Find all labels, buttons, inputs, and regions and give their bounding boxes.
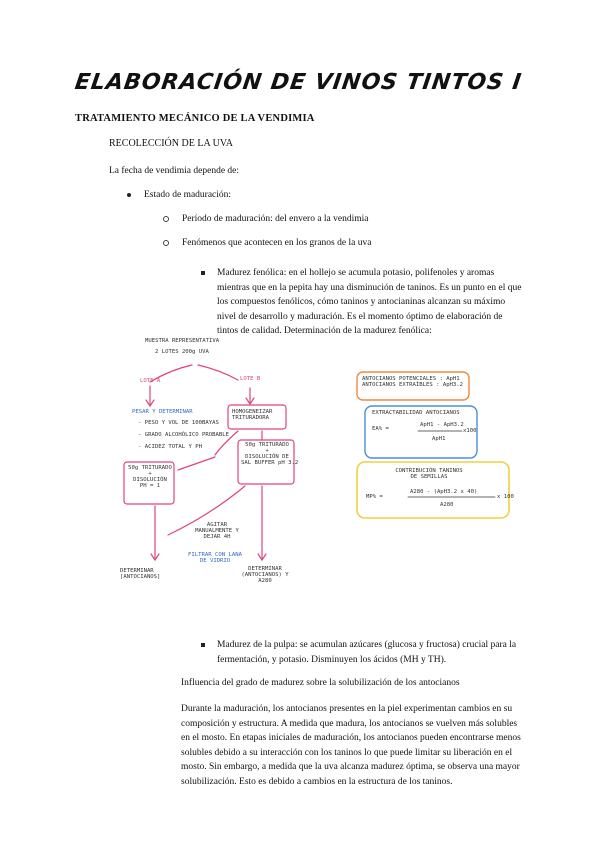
diagram-pesar: PESAR Y DETERMINAR — [132, 409, 193, 415]
diagram-det-b: DETERMINAR (ANTOCIANOS) Y A280 — [241, 566, 289, 584]
paragraph-line: Madurez de la pulpa: se acumulan azúcares (glucosa y fructosa) crucial para la — [217, 640, 517, 650]
paragraph-line: Durante la maduración, los antocianos presentes en la piel experimentan cambios en su — [181, 704, 513, 714]
bullet-circle-icon — [163, 240, 169, 246]
paragraph-line: nivel de desarrollo y maduración. Es el momento óptimo de elaboración de — [217, 311, 503, 322]
diagram-box-yellow-den: A280 — [440, 502, 454, 508]
diagram-muestra: MUESTRA REPRESENTATIVA — [145, 338, 220, 344]
diagram-box-ph32: 50g TRITURADO + DISOLUCIÓN DE SAL BUFFER pH 3.2 — [241, 442, 299, 466]
bullet-square-icon — [201, 271, 205, 275]
paragraph-line: en el mosto. En etapas iniciales de maduración, los antocianos pueden encontrarse menos — [181, 733, 521, 744]
diagram-agitar: AGITAR MANUALMENTE Y DEJAR 4H — [195, 522, 239, 540]
diagram-box-blue-title: EXTRACTABILIDAD ANTOCIANOS — [372, 410, 460, 416]
diagram-box-yellow-title: CONTRIBUCIÓN TANINOS DE SEMILLAS — [395, 468, 463, 480]
paragraph-line: Madurez fenólica: en el hollejo se acumula potasio, polifenoles y aromas — [217, 268, 495, 278]
paragraph-line: tintos de calidad. Determinación de la madurez fenólica: — [217, 326, 432, 337]
influencia-paragraph — [181, 702, 541, 790]
diagram-box-yellow-left: MP% = — [366, 494, 383, 500]
diagram-box-yellow-right: x 100 — [497, 494, 514, 500]
intro-text: La fecha de vendimia depende de: — [109, 166, 240, 176]
diagram-filtrar: FILTRAR CON LANA DE VIDRIO — [188, 552, 242, 564]
diagram-pesar-item: - ACIDEZ TOTAL Y PH — [138, 444, 203, 450]
paragraph-line: los compuestos fenólicos, cómo taninos y antocianinas alcanzan su máximo — [217, 297, 506, 308]
diagram-lote-a: LOTE A — [140, 378, 161, 384]
bullet-label: Estado de maduración: — [144, 190, 232, 200]
bullet-dot-icon — [127, 193, 131, 197]
paragraph-line: solubilización. Esto es debido a cambios en la estructura de los taninos. — [181, 776, 453, 787]
sub-item-label: Fenómenos que acontecen en los granos de la uva — [182, 238, 372, 248]
paragraph-line: mosto. Sin embargo, a medida que la uva alcanza madurez óptima, se observa una mayor — [181, 762, 520, 773]
paragraph-line: mientras que en la pepita hay una disminución de taninos. Es un punto en el que — [217, 282, 522, 293]
diagram-homog: HOMOGENEIZAR TRITURADORA — [232, 409, 273, 421]
paragraph-line: composición y estructura. A medida que madura, los antocianos se vuelven más solubles — [181, 718, 518, 729]
diagram-box-blue-num: ApH1 - ApH3.2 — [420, 422, 464, 428]
influencia-heading: Influencia del grado de madurez sobre la solubilización de los antocianos — [181, 678, 460, 688]
bullet-estado — [127, 190, 231, 200]
bullet-circle-icon — [163, 216, 169, 222]
section-heading: TRATAMIENTO MECÁNICO DE LA VENDIMIA — [75, 113, 315, 124]
page-title: ELABORACIÓN DE VINOS TINTOS I — [73, 70, 524, 95]
diagram-muestra2: 2 LOTES 200g UVA — [155, 349, 209, 355]
diagram-box-orange: ANTOCIANOS POTENCIALES : ApH1 ANTOCIANOS EXTRAÍBLES : ApH3.2 — [362, 376, 464, 388]
diagram-lote-b: LOTE B — [240, 376, 261, 382]
diagram-pesar-item: - GRADO ALCOHÓLICO PROBABLE — [138, 432, 229, 438]
subsection-heading: RECOLECCIÓN DE LA UVA — [109, 138, 233, 149]
diagram-box-blue-left: EA% = — [372, 426, 389, 432]
paragraph-line: solubles debido a su interacción con los taninos lo que puede limitar su liberación en el — [181, 747, 513, 758]
diagram-box-yellow-num: A280 - (ApH3.2 x 40) — [410, 489, 478, 495]
diagram-pesar-item: - PESO Y VOL DE 100BAYAS — [138, 420, 219, 426]
sub-item-periodo — [163, 214, 369, 224]
handwritten-diagram — [0, 330, 600, 620]
diagram-box-blue-den: ApH1 — [432, 436, 446, 442]
item-madurez-fenolica — [201, 266, 557, 339]
diagram-box-ph1: 50g TRITURADO + DISOLUCIÓN PH = 1 — [128, 465, 172, 489]
sub-item-fenomenos — [163, 238, 371, 248]
diagram-det-a: DETERMINAR [ANTOCIANOS] — [120, 568, 161, 580]
diagram-box-blue-right: x100 — [463, 428, 477, 434]
sub-item-label: Período de maduración: del envero a la vendimia — [182, 214, 369, 224]
item-madurez-pulpa — [201, 638, 567, 667]
bullet-square-icon — [201, 643, 205, 647]
paragraph-line: fermentación, y potasio. Disminuyen los ácidos (MH y TH). — [217, 654, 447, 665]
